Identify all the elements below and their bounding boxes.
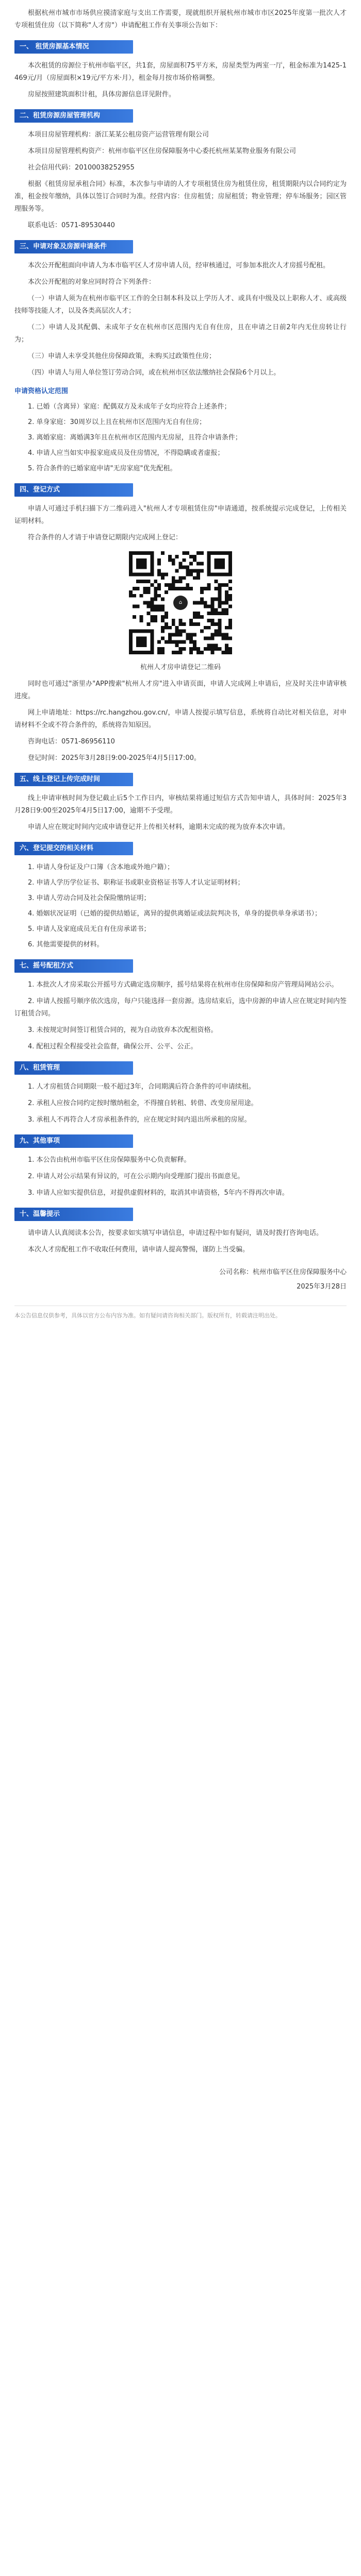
select-paragraphs <box>14 979 347 1053</box>
paragraph: 3. 未按规定时间签订租赁合同的，视为自动放弃本次配租资格。 <box>28 1026 218 1034</box>
paragraph: 2. 申请人对公示结果有异议的，可在公示期内向受理部门提出书面意见。 <box>28 1173 244 1180</box>
section-title-materials: 六、登记提交的相关材料 <box>14 842 133 855</box>
paragraph: 请申请人认真阅读本公告，按要求如实填写申请信息，申请过程中如有疑问，请及时拨打咨询电话。 <box>28 1229 323 1237</box>
section-title: 三、申请对象及房源申请条件 <box>14 240 133 253</box>
qr-caption: 杭州人才房申请登记二维码 <box>140 664 221 671</box>
paragraph: 2. 承租人应按合同约定按时缴纳租金，不得擅自转租、转借、改变房屋用途。 <box>28 1099 258 1107</box>
range-list <box>14 401 347 475</box>
paragraph: 本次租赁的房源位于杭州市临平区，共1套，房屋面积75平方米，房屋类型为两室一厅，租金标准为1425-1469元/月（房屋面积×19元/平方米·月），租金每月按市场价格调整。 <box>14 62 347 82</box>
other-paragraphs <box>14 1154 347 1199</box>
paragraph: 本项目房屋管理机构：浙江某某公租房资产运营管理有限公司 <box>28 131 209 139</box>
paragraph: 3. 承租人不再符合人才房承租条件的，应在规定时间内退出所承租的房屋。 <box>28 1116 251 1124</box>
paragraph: 本次公开配租的对象应同时符合下列条件： <box>28 278 156 286</box>
paragraph: 4. 申请人应当如实申报家庭成员及住房情况，不得隐瞒或者虚报； <box>28 449 224 457</box>
paragraph: 1. 人才房租赁合同期限一般不超过3年，合同期满后符合条件的可申请续租。 <box>28 1083 255 1091</box>
paragraph: 社会信用代码：20100038252955 <box>28 164 135 172</box>
paragraph: 4. 配租过程全程接受社会监督，确保公开、公平、公正。 <box>28 1043 198 1050</box>
paragraph: 4. 婚姻状况证明（已婚的提供结婚证，离异的提供离婚证或法院判决书，单身的提供单身承诺书）； <box>28 910 322 918</box>
paragraph: 本项目房屋管理机构资产：杭州市临平区住房保障服务中心委托杭州某某物业服务有限公司 <box>28 147 297 155</box>
paragraph: 1. 本批次人才房采取公开摇号方式确定选房顺序，摇号结果将在杭州市住房保障和房产管理局网站公示。 <box>28 981 338 989</box>
signature-date: 2025年3月28日 <box>297 1283 347 1291</box>
paragraph: 2. 申请人学历学位证书、职称证书或职业资格证书等人才认定证明材料； <box>28 879 244 887</box>
after-qr-paragraphs <box>14 678 347 765</box>
section-title-review: 五、线上登记上传完成时间 <box>14 773 133 786</box>
section-title: 一、 租赁房源基本情况 <box>14 40 133 54</box>
paragraph: 3. 离婚家庭：离婚满3年且在杭州市区范围内无房屋，且符合申请条件； <box>28 434 242 442</box>
paragraph: 2. 申请人按摇号顺序依次选房，每户只能选择一套房源。选房结束后，选中房源的申请人应在规定时间内签订租赁合同。 <box>14 997 347 1018</box>
paragraph: 2. 单身家庭：30周岁以上且在杭州市区范围内无自有住房； <box>28 418 206 426</box>
paragraph: 同时也可通过"浙里办"APP搜索"杭州人才房"进入申请页面，申请人完成网上申请后，应及时关注申请审核进度。 <box>14 680 347 700</box>
apply-paragraphs <box>14 503 347 544</box>
section-title: 二、租赁房源房屋管理机构 <box>14 109 133 123</box>
paragraph: 本次人才房配租工作不收取任何费用，请申请人提高警惕，谨防上当受骗。 <box>28 1246 250 1253</box>
paragraph: （二）申请人及其配偶、未成年子女在杭州市区范围内无自有住房，且在申请之日前2年内无住房转让行为； <box>14 324 347 344</box>
paragraph: 网上申请地址：https://rc.hangzhou.gov.cn/，申请人按提示填写信息，系统将自动比对相关信息，对申请材料不全或不符合条件的，系统将告知原因。 <box>14 709 347 729</box>
paragraph: 5. 符合条件的已婚家庭申请"无房家庭"优先配租。 <box>28 465 177 472</box>
intro-paragraph: 根据杭州市城市市场供应摸清家庭与支出工作需要，现就组织开展杭州市城市市区2025年度第一批次人才专项租赁住房（以下简称"人才房"）申请配租工作有关事项公告如下： <box>14 9 347 29</box>
paragraph: 1. 申请人身份证及户口簿（含本地或外地户籍）； <box>28 863 174 871</box>
section-title-other: 九、其他事项 <box>14 1134 133 1148</box>
section-title-apply: 四、登记方式 <box>14 483 133 497</box>
paragraph: 6. 其他需要提供的材料。 <box>28 941 104 948</box>
materials-list <box>14 861 347 951</box>
paragraph: 5. 申请人及家庭成员无自有住房承诺书； <box>28 925 151 933</box>
paragraph: 申请人可通过手机扫描下方二维码进入"杭州人才专项租赁住房"申请通道，按系统提示完成登记，上传相关证明材料。 <box>14 505 347 525</box>
paragraph: 本次公开配租面向申请人为本市临平区人才房申请人员，经审核通过，可参加本批次人才房摇号配租。 <box>28 262 330 269</box>
paragraph: 3. 申请人劳动合同及社会保险缴纳证明； <box>28 894 151 902</box>
paragraph: 房屋按照建筑面积计租，具体房源信息详见附件。 <box>28 91 176 98</box>
qr-code[interactable] <box>129 551 232 654</box>
section-title-lease: 八、租赁管理 <box>14 1061 133 1075</box>
paragraph: 1. 本公告由杭州市临平区住房保障服务中心负责解释。 <box>28 1156 191 1164</box>
paragraph: （三）申请人未享受其他住房保障政策，未购买过政策性住房； <box>28 352 216 360</box>
paragraph: 申请人应在规定时间内完成申请登记并上传相关材料，逾期未完成的视为放弃本次申请。 <box>28 823 290 831</box>
lease-paragraphs <box>14 1081 347 1126</box>
house-icon: ⌂ <box>173 596 188 610</box>
paragraph: （四）申请人与用人单位签订劳动合同，或在杭州市区依法缴纳社会保险6个月以上。 <box>28 369 281 377</box>
paragraph: （一）申请人须为在杭州市临平区工作的全日制本科及以上学历人才、或具有中级及以上职称人才、或高级技师等技能人才，以及各类高层次人才； <box>14 295 347 315</box>
paragraph: 咨询电话：0571-86956110 <box>28 738 115 745</box>
section-title-select: 七、摇号配租方式 <box>14 959 133 973</box>
qr-logo <box>171 594 190 612</box>
paragraph: 登记时间：2025年3月28日9:00-2025年4月5日17:00。 <box>28 754 201 762</box>
paragraph: 联系电话：0571-89530440 <box>28 222 115 229</box>
notice-paragraphs <box>14 1227 347 1256</box>
paragraph: 根据《租赁房屋承租合同》标准，本次参与申请的人才专项租赁住房为租赁住房，租赁期限内以合同约定为准，租金按年缴纳，具体以签订合同时为准。经营内容：住房租赁；房屋租赁；物业管理；停车场服务；园区管理服务等。 <box>14 180 347 213</box>
sections-container <box>14 40 347 379</box>
range-title: 申请资格认定范围 <box>14 387 69 395</box>
review-paragraphs <box>14 792 347 834</box>
footer-note: 本公告信息仅供参考，具体以官方公布内容为准。如有疑问请咨询相关部门。版权所有，转载请注明出处。 <box>14 1306 347 1320</box>
paragraph: 线上申请审核时间为登记截止后5个工作日内，审核结果将通过短信方式告知申请人，具体时间：2025年3月28日9:00至2025年4月5日17:00，逾期不予受理。 <box>14 794 347 815</box>
paragraph: 1. 已婚（含离异）家庭：配偶双方及未成年子女均应符合上述条件； <box>28 403 231 411</box>
paragraph: 符合条件的人才请于申请登记期限内完成网上登记： <box>28 534 183 541</box>
section-title-notice: 十、温馨提示 <box>14 1208 133 1221</box>
paragraph: 3. 申请人应如实提供信息，对提供虚假材料的，取消其申请资格，5年内不得再次申请。 <box>28 1189 289 1197</box>
signature-block <box>14 1266 347 1293</box>
signature-org: 公司名称：杭州市临平区住房保障服务中心 <box>219 1268 347 1276</box>
